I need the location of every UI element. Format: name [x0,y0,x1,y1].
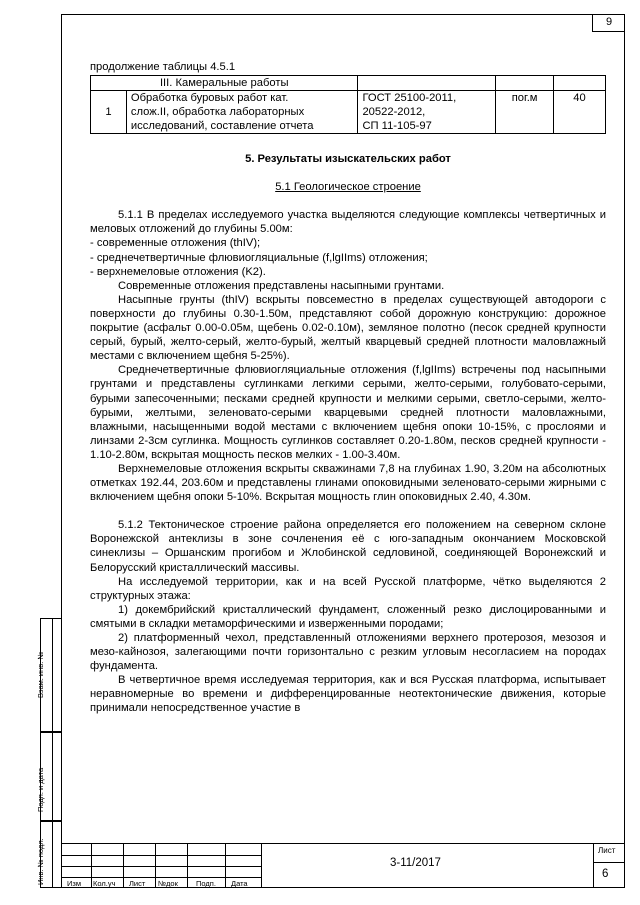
sheet-number: 9 [592,14,625,32]
stamp-izm: Изм [67,879,81,888]
stamp-data: Дата [231,879,248,888]
paragraph: Среднечетвертичные флювиогляциальные отложения (f,lgIIms) встречены под насыпными грунтами и представлены суглинками легкими серыми, желто-серыми, голубовато-серыми, бурыми запесоченными; песками средней крупности и мелкими серыми, светло-серыми, желто-бурыми, желтыми, зеленовато-серыми кварцевыми средней плотности маловлажными, влажными, насыщенными водой местами с включением щебня опоки 10-15%, с прослоями и линзами 2-3см суглинка. Мощность суглинков составляет 0.20-1.80м, песков средней крупности - 1.10-2.80м, вскрытая мощность песков мелких - 1.00-3.40м. [90,364,606,461]
table-caption: продолжение таблицы 4.5.1 [90,61,236,73]
subsection-title: 5.1 Геологическое строение [275,181,421,194]
stamp-kol-uch: Кол.уч [93,879,116,888]
side-stamp-field-c [52,821,61,888]
list-item: - современные отложения (thIV); [90,237,261,250]
side-label-vzam: Взам. инв. № [36,651,45,698]
paragraph: 5.1.1 В пределах исследуемого участка выделяются следующие комплексы четвертичных и меловых отложений до глубины 5.00м: [90,209,606,236]
page-number: 6 [602,868,609,880]
paragraph: 2) платформенный чехол, представленный отложениями верхнего протерозоя, мезозоя и мезо-кайнозоя, залегающими почти горизонтально с резким угловым несогласием на породах фундамента. [90,632,606,673]
side-label-podp: Подп. и дата [36,767,45,812]
paragraph: В четвертичное время исследуемая территория, как и вся Русская платформа, испытывает неравномерные во времени и дифференцированные неотектонические движения, которые принимали непосредственное участие в [90,674,606,715]
side-stamp-field-a [52,618,61,732]
paragraph: Современные отложения представлены насыпными грунтами. [118,279,445,292]
title-block [61,843,625,888]
row-number: 1 [91,91,127,134]
document-code: 3-11/2017 [390,857,441,869]
row-quantity: 40 [554,91,606,134]
stamp-ndok: №док [158,879,178,888]
document-body [90,60,606,716]
stamp-list: Лист [129,879,146,888]
side-stamp-field-b [52,732,61,821]
works-table [90,75,606,134]
stamp-podp: Подп. [196,879,216,888]
section-title: 5. Результаты изыскательских работ [245,153,451,166]
table-row [91,91,606,134]
list-item: - среднечетвертичные флювиогляциальные (f,lgIIms) отложения; [90,251,428,264]
side-label-inv: Инв. № подл. [36,838,45,885]
row-work: Обработка буровых работ кат. слож.II, обработка лабораторных исследований, составление отчета [126,91,358,134]
sheet-label: Лист [598,846,616,855]
table-section-row [91,76,606,91]
row-unit: пог.м [496,91,554,134]
list-item: - верхнемеловые отложения (K2). [90,265,266,278]
paragraph: На исследуемой территории, как и на всей Русской платформе, чётко выделяются 2 структурных этажа: [90,575,606,602]
paragraph: Верхнемеловые отложения вскрыты скважинами 7,8 на глубинах 1.90, 3.20м на абсолютных отметках 192.44, 203.60м и представлены глинами опоковидными зеленовато-серыми жирными с включением щебня опоки 5-10%. Вскрытая мощность глин опоковидных 2.40, 4.30м. [90,462,606,504]
row-standard: ГОСТ 25100-2011, 20522-2012, СП 11-105-97 [358,91,496,134]
paragraph: 5.1.2 Тектоническое строение района определяется его положением на северном склоне Воронежской антеклизы в зоне сочленения её с юго-западным окончанием Московской синеклизы – Оршанским прогибом и Жлобинской седловиной, соединяющей Воронежский и Белорусский кристаллический массивы. [90,519,606,574]
table-section-label: III. Камеральные работы [91,76,358,91]
paragraph: Насыпные грунты (thIV) вскрыты повсеместно в пределах существующей автодороги с поверхности до глубины 0.30-1.50м, представляют собой дорожную конструкцию: дорожное покрытие (асфальт 0.00-0.05м, щебень 0.02-0.10м), земляное полотно (песок средней крупности серый, бурый, желто-серый, желто-бурый, желтый кварцевый средней плотности маловлажный местами с включением щебня 5-25%). [90,293,606,363]
paragraph: 1) докембрийский кристаллический фундамент, сложенный резко дислоцированными и смятыми в складки метаморфическими и изверженными породами; [90,603,606,630]
